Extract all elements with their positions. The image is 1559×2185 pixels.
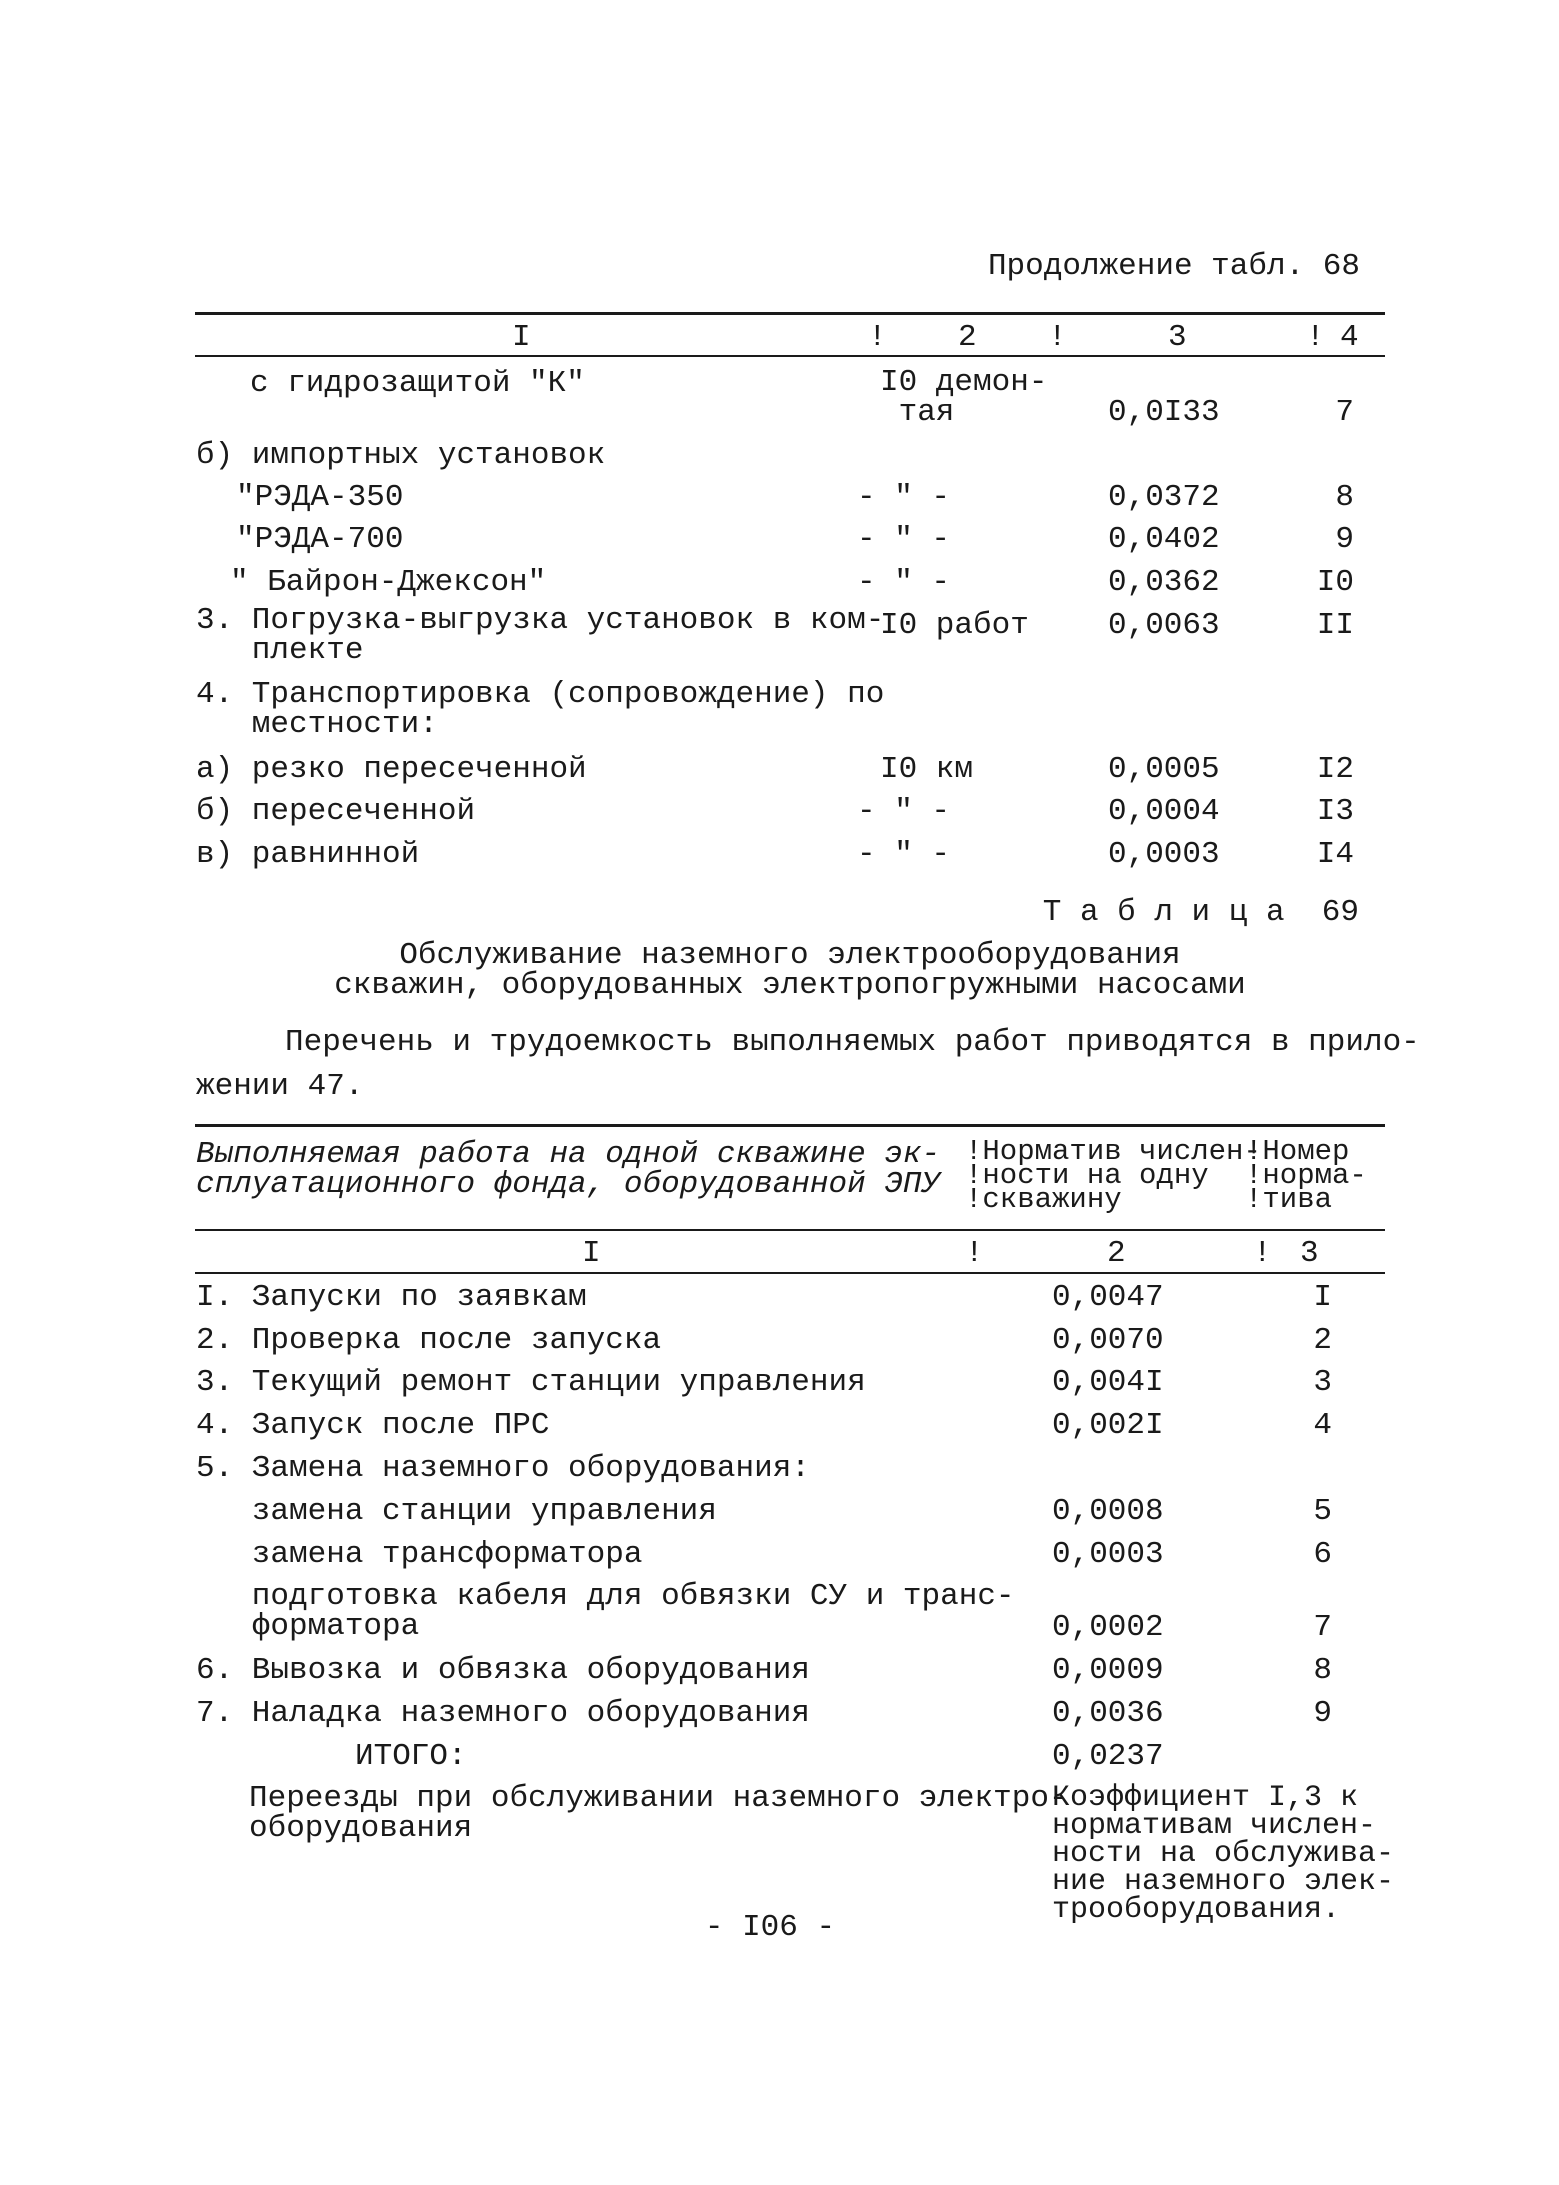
table69-row-label: 3. Текущий ремонт станции управления — [196, 1365, 866, 1400]
table68-header-col1: I — [512, 320, 531, 355]
table69-row-norm: 3 — [1313, 1365, 1332, 1400]
table68-row-unit: I0 км — [880, 752, 974, 787]
table68-header-col2: 2 — [958, 320, 977, 355]
table68-header-col3: 3 — [1168, 320, 1187, 355]
table68-header-col4: 4 — [1340, 320, 1359, 355]
table68-row-norm: I3 — [1316, 794, 1354, 829]
table68-row-unit: - " - — [857, 480, 951, 515]
table69-header-col1: Выполняемая работа на одной скважине эк- сплуатационного фонда, оборудованной ЭПУ — [196, 1137, 941, 1202]
table69-header-col3: !Номер !норма- !тива — [1245, 1135, 1367, 1216]
table69-row-norm: 5 — [1313, 1494, 1332, 1529]
table68-row-norm: I2 — [1316, 752, 1354, 787]
table68-row-value: 0,0402 — [1108, 522, 1220, 557]
table68-row-unit: - " - — [857, 565, 951, 600]
table69-note-label: Переезды при обслуживании наземного электро- оборудования — [249, 1781, 1068, 1846]
table69-row-label: 5. Замена наземного оборудования: — [196, 1451, 810, 1486]
table69-row-norm: 4 — [1313, 1408, 1332, 1443]
table69-label: Т а б л и ц а 69 — [1042, 895, 1359, 930]
table69-row-label: 4. Запуск после ПРС — [196, 1408, 550, 1443]
table68-row-norm: I0 — [1316, 565, 1354, 600]
table68-header-rule — [195, 355, 1385, 357]
table68-row-unit: - " - — [857, 837, 951, 872]
table69-row-value: 0,0009 — [1052, 1653, 1164, 1688]
table69-header-num1: I — [582, 1236, 601, 1271]
table69-row-value: 0,002I — [1052, 1408, 1164, 1443]
table69-row-value: 0,0002 — [1052, 1610, 1164, 1645]
table69-row-norm: 8 — [1313, 1653, 1332, 1688]
table68-row-value: 0,0003 — [1108, 837, 1220, 872]
table68-row-label: б) пересеченной — [196, 794, 476, 829]
table68-row-norm: 7 — [1335, 395, 1354, 430]
table69-numbers-rule — [195, 1272, 1385, 1274]
table69-row-label: 2. Проверка после запуска — [196, 1323, 662, 1358]
table69-row-label: I. Запуски по заявкам — [196, 1280, 587, 1315]
table69-header-col2: !Норматив числен- !ности на одну !скважину — [965, 1135, 1261, 1216]
table68-row-value: 0,0I33 — [1108, 395, 1220, 430]
table68-row-label: "РЭДА-350 — [236, 480, 404, 515]
table68-header-sep3: ! — [1306, 320, 1325, 355]
continuation-label: Продолжение табл. 68 — [987, 249, 1360, 284]
table69-row-norm: 2 — [1313, 1323, 1332, 1358]
table68-row-label: с гидрозащитой "К" — [250, 366, 585, 401]
table69-row-value: 0,0047 — [1052, 1280, 1164, 1315]
table69-row-norm: 7 — [1313, 1610, 1332, 1645]
table69-row-label: замена трансформатора — [196, 1537, 643, 1572]
table69-row-value: 0,0003 — [1052, 1537, 1164, 1572]
table68-row-value: 0,0372 — [1108, 480, 1220, 515]
table68-row-value: 0,0362 — [1108, 565, 1220, 600]
table68-row-norm: 9 — [1335, 522, 1354, 557]
table69-header-num2: 2 — [1107, 1236, 1126, 1271]
table69-row-label: 7. Наладка наземного оборудования — [196, 1696, 810, 1731]
table68-row-unit: - " - — [857, 522, 951, 557]
table69-intro-line2: жении 47. — [196, 1069, 364, 1104]
table68-row-norm: 8 — [1335, 480, 1354, 515]
table68-row-unit: I0 работ — [880, 608, 1029, 643]
table69-intro-line1: Перечень и трудоемкость выполняемых работ приводятся в прило- — [285, 1025, 1420, 1060]
table69-total-label: ИТОГО: — [355, 1739, 467, 1774]
table68-row-label: б) импортных установок — [196, 438, 606, 473]
table69-row-label: 6. Вывозка и обвязка оборудования — [196, 1653, 810, 1688]
table68-row-unit: - " - — [857, 794, 951, 829]
table68-row-label: а) резко пересеченной — [196, 752, 587, 787]
table69-row-value: 0,0036 — [1052, 1696, 1164, 1731]
table69-header-num3: 3 — [1300, 1236, 1319, 1271]
table69-row-norm: I — [1313, 1280, 1332, 1315]
table69-row-value: 0,0008 — [1052, 1494, 1164, 1529]
table68-row-unit: I0 демон- тая — [880, 365, 1048, 430]
table68-row-label: в) равнинной — [196, 837, 420, 872]
table68-top-rule — [195, 312, 1385, 315]
table69-title-line2: скважин, оборудованных электропогружными насосами — [334, 968, 1246, 1003]
table69-row-value: 0,0070 — [1052, 1323, 1164, 1358]
table69-title-line1: Обслуживание наземного электрооборудования — [399, 938, 1181, 973]
table69-header-sep2: ! — [1253, 1236, 1272, 1271]
table68-row-label: " Байрон-Джексон" — [230, 565, 547, 600]
table69-row-label: замена станции управления — [196, 1494, 717, 1529]
table68-row-norm: I4 — [1316, 837, 1354, 872]
table69-row-label: подготовка кабеля для обвязки СУ и транс- форматора — [251, 1579, 1015, 1644]
table68-row-label: 3. Погрузка-выгрузка установок в ком- плекте — [196, 603, 885, 668]
table69-row-norm: 6 — [1313, 1537, 1332, 1572]
table68-row-label: "РЭДА-700 — [236, 522, 404, 557]
table69-row-value: 0,004I — [1052, 1365, 1164, 1400]
table68-header-sep2: ! — [1048, 320, 1067, 355]
table68-row-value: 0,0004 — [1108, 794, 1220, 829]
table68-row-value: 0,0005 — [1108, 752, 1220, 787]
table69-header-rule — [195, 1229, 1385, 1231]
table69-row-norm: 9 — [1313, 1696, 1332, 1731]
table68-row-value: 0,0063 — [1108, 608, 1220, 643]
table68-header-sep1: ! — [868, 320, 887, 355]
table68-row-norm: II — [1316, 608, 1354, 643]
page-number: - I06 - — [704, 1910, 836, 1945]
table69-note-value: Коэффициент I,3 к нормативам числен- ности на обслужива- ние наземного элек- трооборудования. — [1052, 1781, 1395, 1927]
table69-top-rule — [195, 1124, 1385, 1127]
table68-row-label: 4. Транспортировка (сопровождение) по местности: — [196, 677, 885, 742]
table69-header-sep1: ! — [965, 1236, 984, 1271]
table69-total-value: 0,0237 — [1052, 1739, 1164, 1774]
